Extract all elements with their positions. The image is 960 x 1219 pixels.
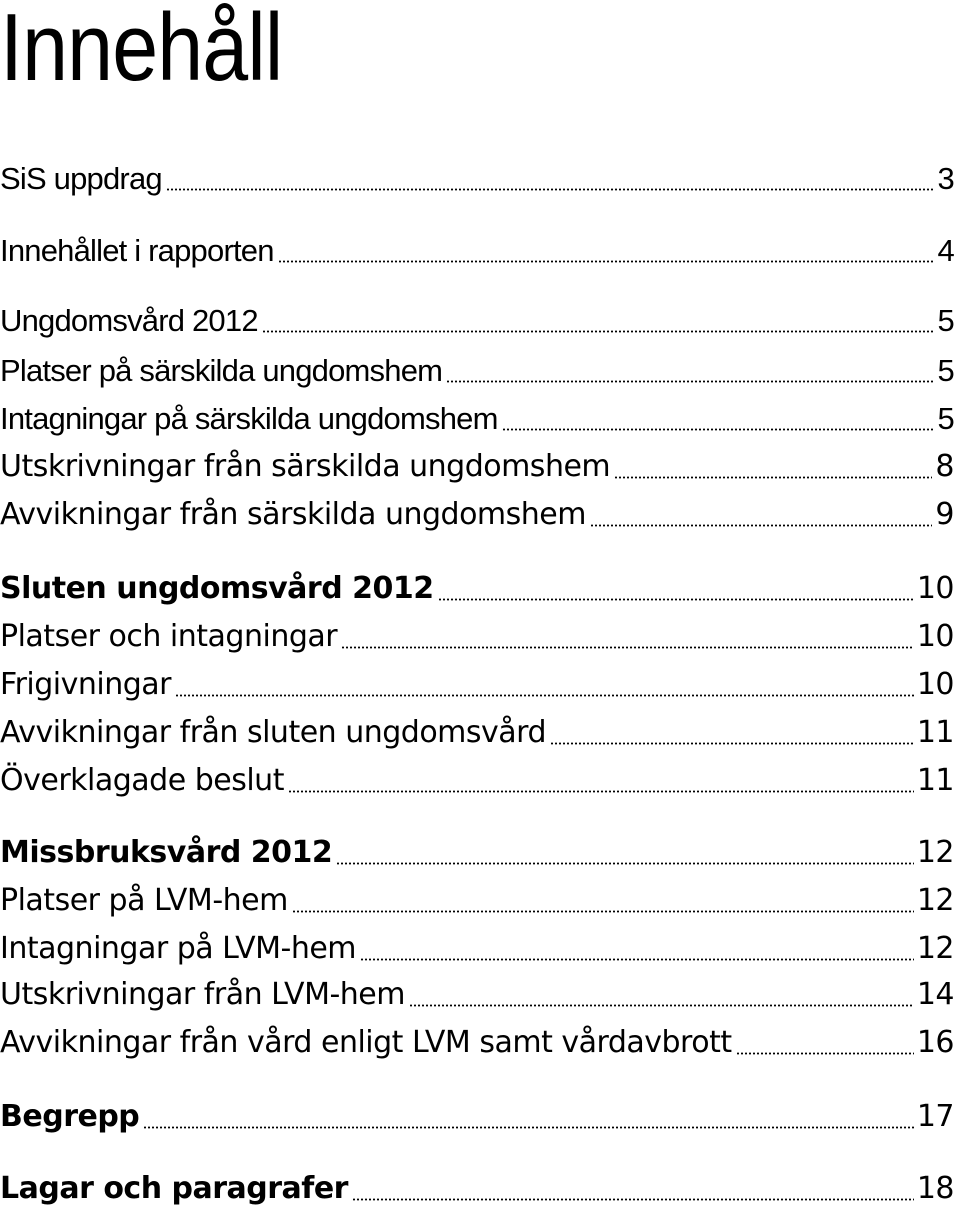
- toc-entry[interactable]: [0, 446, 954, 488]
- toc-page-number: 11: [916, 763, 954, 798]
- dot-leader: [288, 790, 914, 793]
- toc-page-number: 5: [937, 303, 954, 338]
- toc-entry[interactable]: [0, 664, 954, 706]
- toc-entry[interactable]: [0, 300, 954, 342]
- toc-entry[interactable]: [0, 928, 954, 970]
- toc-entry[interactable]: [0, 880, 954, 922]
- toc-entry-label: Platser på LVM-hem: [0, 883, 288, 918]
- toc-page-number: 9: [935, 497, 954, 532]
- toc-page-number: 8: [935, 449, 954, 484]
- toc-section-heading[interactable]: [0, 832, 954, 874]
- dot-leader: [352, 1198, 914, 1201]
- dot-leader: [341, 646, 914, 649]
- toc-page-number: 5: [937, 401, 954, 436]
- toc-page-number: 3: [937, 161, 954, 196]
- dot-leader: [278, 260, 935, 263]
- toc-entry-label: Intagningar på LVM-hem: [0, 931, 357, 966]
- toc-page-number: 12: [916, 835, 954, 870]
- toc-entry[interactable]: [0, 158, 954, 200]
- dot-leader: [438, 598, 914, 601]
- toc-page-number: 10: [916, 571, 954, 606]
- toc-entry[interactable]: [0, 350, 954, 392]
- toc-entry-label: Lagar och paragrafer: [0, 1171, 348, 1206]
- dot-leader: [614, 476, 932, 479]
- toc-entry[interactable]: [0, 1022, 954, 1064]
- toc-page-number: 14: [916, 977, 954, 1012]
- toc-page-number: 17: [916, 1099, 954, 1134]
- toc-page-number: 16: [916, 1025, 954, 1060]
- toc-section-heading[interactable]: [0, 568, 954, 610]
- dot-leader: [360, 958, 914, 961]
- toc-entry[interactable]: [0, 616, 954, 658]
- page-title: Innehåll: [0, 0, 283, 101]
- toc-entry[interactable]: [0, 974, 954, 1016]
- dot-leader: [550, 742, 914, 745]
- dot-leader: [175, 694, 914, 697]
- dot-leader: [166, 188, 935, 191]
- dot-leader: [446, 380, 934, 383]
- dot-leader: [590, 524, 932, 527]
- toc-entry-label: SiS uppdrag: [0, 161, 162, 196]
- toc-entry-label: Avvikningar från sluten ungdomsvård: [0, 715, 547, 750]
- dot-leader: [292, 910, 914, 913]
- toc-page-number: 12: [916, 883, 954, 918]
- toc-entry-label: Utskrivningar från särskilda ungdomshem: [0, 449, 611, 484]
- toc-entry-label: Avvikningar från särskilda ungdomshem: [0, 497, 586, 532]
- toc-entry-label: Avvikningar från vård enligt LVM samt vårdavbrott: [0, 1025, 732, 1060]
- toc-page-number: 11: [916, 715, 954, 750]
- dot-leader: [143, 1126, 914, 1129]
- toc-entry-label: Ungdomsvård 2012: [0, 303, 258, 338]
- dot-leader: [409, 1004, 914, 1007]
- toc-entry-label: Platser och intagningar: [0, 619, 338, 654]
- dot-leader: [502, 428, 935, 431]
- toc-page-number: 10: [916, 619, 954, 654]
- toc-section-heading[interactable]: [0, 1096, 954, 1138]
- toc-page-number: 5: [937, 353, 954, 388]
- dot-leader: [336, 862, 914, 865]
- toc-entry[interactable]: [0, 494, 954, 536]
- toc-entry[interactable]: [0, 760, 954, 802]
- toc-page-number: 4: [937, 233, 954, 268]
- toc-entry-label: Sluten ungdomsvård 2012: [0, 571, 434, 606]
- toc-page-number: 10: [916, 667, 954, 702]
- toc-entry-label: Platser på särskilda ungdomshem: [0, 353, 443, 388]
- toc-entry-label: Missbruksvård 2012: [0, 835, 333, 870]
- toc-entry-label: Begrepp: [0, 1099, 140, 1134]
- toc-entry[interactable]: [0, 230, 954, 272]
- toc-entry[interactable]: [0, 712, 954, 754]
- dot-leader: [736, 1052, 914, 1055]
- toc-entry-label: Utskrivningar från LVM-hem: [0, 977, 405, 1012]
- toc-entry-label: Överklagade beslut: [0, 763, 284, 798]
- toc-entry-label: Frigivningar: [0, 667, 171, 702]
- toc-entry-label: Innehållet i rapporten: [0, 233, 274, 268]
- toc-page-number: 18: [916, 1171, 954, 1206]
- toc-entry-label: Intagningar på särskilda ungdomshem: [0, 401, 498, 436]
- toc-page-number: 12: [916, 931, 954, 966]
- toc-section-heading[interactable]: [0, 1168, 954, 1210]
- toc-entry[interactable]: [0, 398, 954, 440]
- dot-leader: [262, 330, 935, 333]
